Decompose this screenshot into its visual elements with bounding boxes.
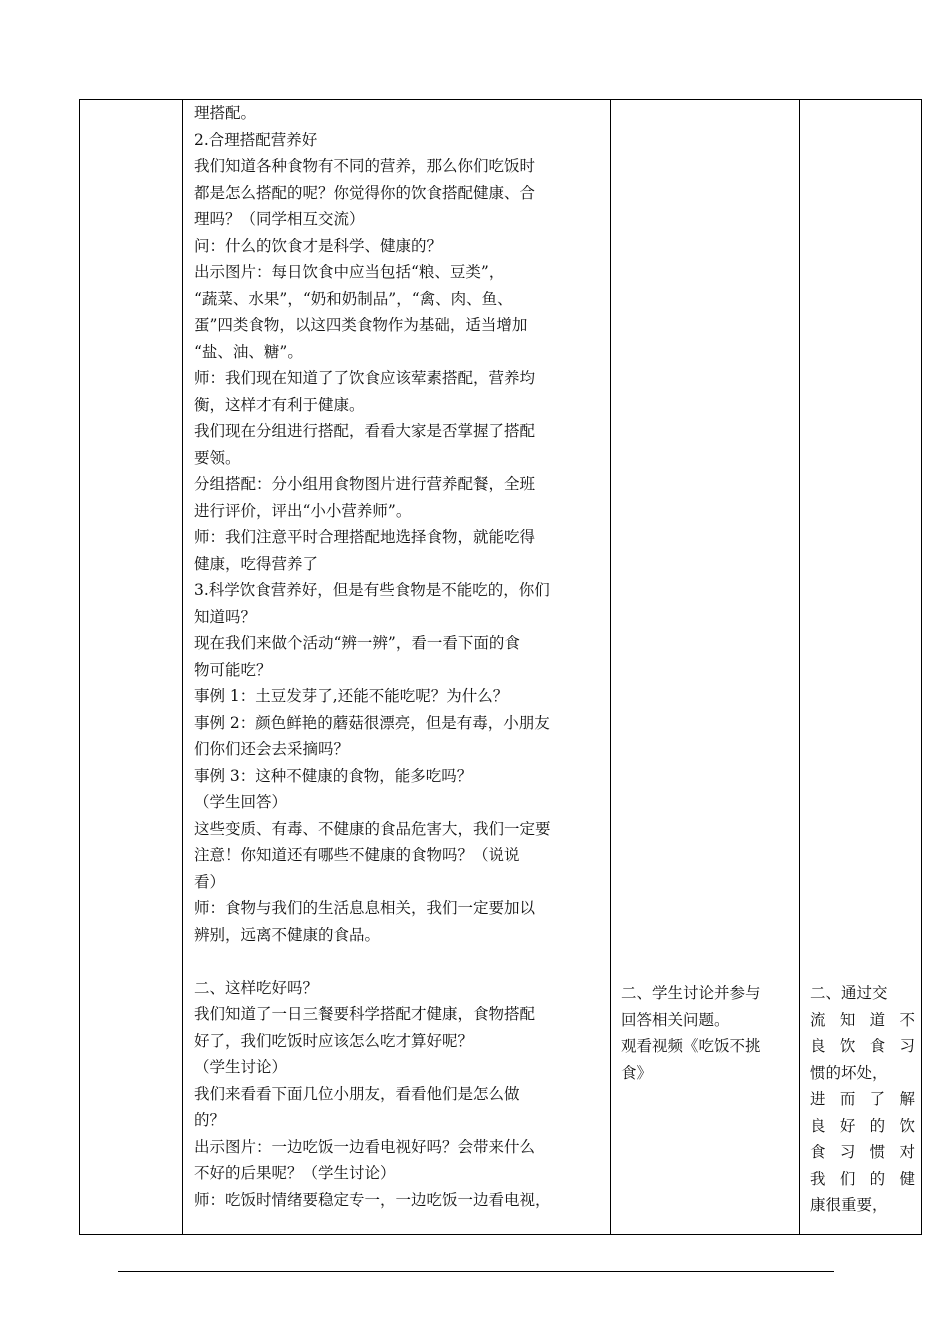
- col2-line: 蛋”四类食物，以这四类食物作为基础，适当增加: [194, 316, 528, 334]
- col4-line: 良 饮 食 习: [810, 1037, 915, 1055]
- col2-line: 不好的后果呢？（学生讨论）: [194, 1164, 396, 1182]
- col2-line: 2.合理搭配营养好: [194, 130, 318, 149]
- col2-line: 这些变质、有毒、不健康的食品危害大，我们一定要: [194, 819, 551, 838]
- col2-line: 物可能吃？: [194, 660, 272, 679]
- design-intent-cell: [800, 100, 922, 1235]
- col3-line: 食》: [621, 1063, 653, 1082]
- col2-line: “盐、油、糖”。: [194, 342, 303, 361]
- col2-line: 师：我们现在知道了了饮食应该荤素搭配，营养均: [194, 369, 536, 387]
- col4-line: 康很重要，: [810, 1196, 888, 1214]
- col2-line: 事例 2：颜色鲜艳的蘑菇很漂亮，但是有毒，小朋友: [194, 713, 550, 732]
- col2-line: 知道吗？: [194, 607, 257, 626]
- col2-line: [194, 948, 602, 975]
- col2-line: 我们来看看下面几位小朋友，看看他们是怎么做: [194, 1084, 520, 1103]
- col3-line: 回答相关问题。: [621, 1010, 730, 1029]
- student-activity-text: [621, 980, 793, 1086]
- lesson-plan-table: [79, 99, 922, 1235]
- col2-line: 二、这样吃好吗？: [194, 978, 319, 997]
- col2-line: 理吗？（同学相互交流）: [194, 210, 365, 228]
- col2-line: 分组搭配：分小组用食物图片进行营养配餐，全班: [194, 475, 536, 493]
- col4-line: 良 好 的 饮: [810, 1116, 915, 1135]
- col2-line: 都是怎么搭配的呢？你觉得你的饮食搭配健康、合: [194, 183, 536, 202]
- col2-line: 衡，这样才有利于健康。: [194, 395, 365, 414]
- col4-line: 我 们 的 健: [810, 1169, 915, 1188]
- teaching-process-text: [194, 100, 602, 1213]
- col2-line: 师：食物与我们的生活息息相关，我们一定要加以: [194, 899, 536, 917]
- col2-line: 3.科学饮食营养好，但是有些食物是不能吃的，你们: [194, 581, 550, 599]
- col2-line: 进行评价，评出“小小营养师”。: [194, 501, 412, 520]
- teaching-process-cell: [183, 100, 611, 1235]
- col4-line: 食 习 惯 对: [810, 1143, 915, 1161]
- col4-line: 流 知 道 不: [810, 1010, 915, 1029]
- col2-line: （学生回答）: [194, 793, 288, 811]
- col2-line: 的？: [194, 1111, 226, 1129]
- col2-line: “蔬菜、水果”，“奶和奶制品”，“禽、肉、鱼、: [194, 289, 513, 308]
- col2-line: 看）: [194, 872, 226, 891]
- table-row: [80, 100, 922, 1235]
- col2-line: 事例 1：土豆发芽了,还能不能吃呢？为什么？: [194, 687, 509, 705]
- col2-line: 我们知道了一日三餐要科学搭配才健康，食物搭配: [194, 1005, 536, 1023]
- col2-line: 理搭配。: [194, 104, 257, 122]
- col2-line: 师：吃饭时情绪要稳定专一，一边吃饭一边看电视，: [194, 1190, 551, 1209]
- col2-line: 健康，吃得营养了: [194, 554, 319, 573]
- col4-line: 二、通过交: [810, 984, 888, 1002]
- col3-line: 二、学生讨论并参与: [621, 984, 761, 1002]
- col2-line: 我们现在分组进行搭配，看看大家是否掌握了搭配: [194, 422, 536, 440]
- design-intent-text: [810, 980, 915, 1219]
- col2-line: （学生讨论）: [194, 1058, 288, 1076]
- col2-line: 师：我们注意平时合理搭配地选择食物，就能吃得: [194, 528, 536, 546]
- footer-rule: [118, 1271, 834, 1272]
- col2-line: 要领。: [194, 448, 241, 467]
- col2-line: 事例 3：这种不健康的食物，能多吃吗？: [194, 766, 473, 785]
- col2-line: 问：什么的饮食才是科学、健康的？: [194, 236, 443, 255]
- col2-line: 现在我们来做个活动“辨一辨”，看一看下面的食: [194, 634, 520, 652]
- student-activity-cell: [611, 100, 800, 1235]
- col4-line: 进 而 了 解: [810, 1090, 915, 1108]
- col3-line: 观看视频《吃饭不挑: [621, 1037, 761, 1055]
- col2-line: 注意！你知道还有哪些不健康的食物吗？（说说: [194, 846, 520, 864]
- col2-line: 出示图片：一边吃饭一边看电视好吗？会带来什么: [194, 1137, 536, 1156]
- col4-line: 惯的坏处，: [810, 1063, 888, 1082]
- col2-line: 们你们还会去采摘吗？: [194, 740, 350, 758]
- col2-line: 我们知道各种食物有不同的营养，那么你们吃饭时: [194, 157, 536, 175]
- col2-line: 辨别，远离不健康的食品。: [194, 925, 381, 944]
- empty-left-cell: [80, 100, 183, 1235]
- col2-line: 出示图片：每日饮食中应当包括“粮、豆类”，: [194, 263, 505, 281]
- col2-line: 好了，我们吃饭时应该怎么吃才算好呢？: [194, 1031, 474, 1050]
